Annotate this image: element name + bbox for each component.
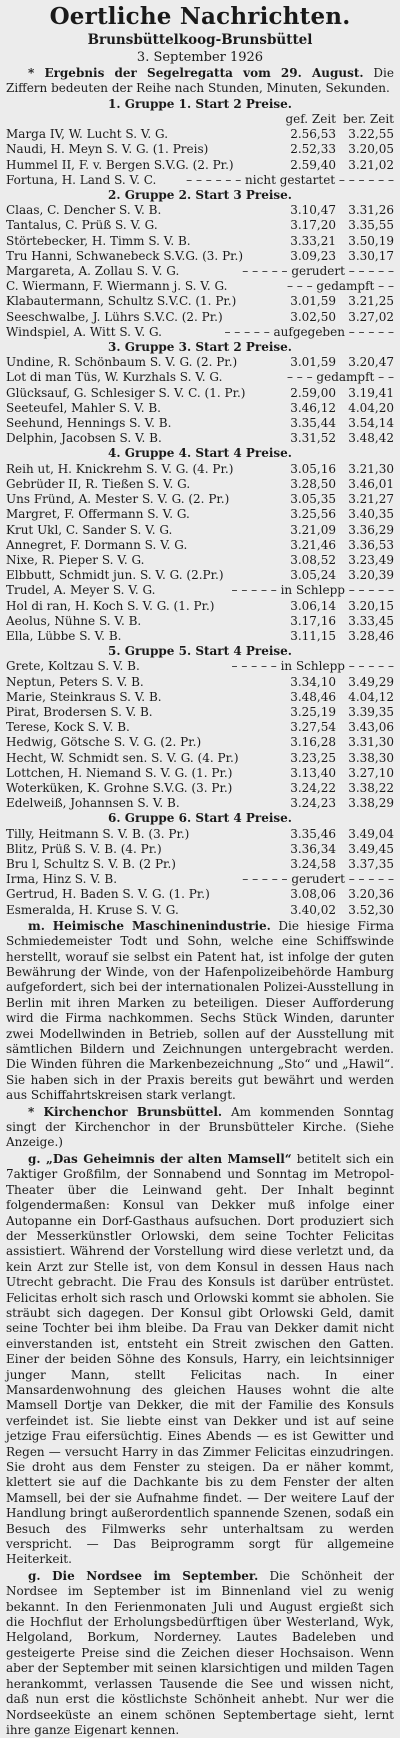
result-status: – – – gedampft – – [286, 279, 394, 294]
article-paragraph [6, 1152, 394, 1568]
corrected-time: 3.28,46 [348, 628, 394, 643]
result-row [6, 416, 394, 431]
result-status: – – – – – gerudert – – – – – [242, 872, 394, 887]
result-row [6, 279, 394, 294]
elapsed-time: 3.24,58 [290, 856, 336, 871]
corrected-time: 3.27,10 [348, 765, 394, 780]
result-row [6, 477, 394, 492]
elapsed-time: 3.35,44 [290, 416, 336, 431]
elapsed-time: 3.25,19 [290, 704, 336, 719]
result-row [6, 218, 394, 233]
boat-name: Seeteufel, Mahler S. V. B. [6, 400, 161, 415]
result-row [6, 659, 394, 674]
result-row [6, 872, 394, 887]
boat-name: Hol di ran, H. Koch S. V. G. (1. Pr.) [6, 598, 215, 613]
elapsed-time: 3.23,25 [290, 750, 336, 765]
elapsed-time: 3.25,56 [290, 507, 336, 522]
corrected-time: 3.46,01 [348, 476, 394, 491]
corrected-time: 3.38,30 [348, 750, 394, 765]
elapsed-time: 3.11,15 [290, 628, 336, 643]
corrected-time: 3.43,06 [348, 720, 394, 735]
boat-name: Edelweiß, Johannsen S. V. B. [6, 796, 180, 811]
group-title: 3. Gruppe 3. Start 2 Preise. [108, 340, 292, 355]
elapsed-time: 3.09,23 [290, 248, 336, 263]
elapsed-time: 3.05,35 [290, 492, 336, 507]
elapsed-time: 3.10,47 [290, 203, 336, 218]
boat-name: Tru Hanni, Schwanebeck S.V.G. (3. Pr.) [6, 248, 244, 263]
article-text: betitelt sich ein 7aktiger Großfilm, der Sonnabend und Sonntag im Metropol-Theater über die Leinwand geht. Der Inhalt beginnt folgendermaßen: Konsul van Dekker muß infolge einer Autopanne ein Dorf-Gasthaus aufsuchen. Dort produziert sich der Messerkünstler Orlowski, dem seine Tochter Felicitas assistiert. Während der Vorstellung wird diese verletzt und, da kein Arzt zur Stelle ist, von dem Konsul in dessen Haus nach Utrecht gebracht. Die Frau des Konsuls ist darüber entrüstet. Felicitas erholt sich rasch und Orlowski kommt sie abholen. Sie sträubt sich dagegen. Der Konsul gibt Orlowski Geld, damit seine Tochter bei ihm bleibe. Da Frau van Dekker damit nicht einverstanden ist, entsteht ein Streit zwischen den Gatten. Einer der beiden Söhne des Konsuls, Harry, ein leichtsinniger junger Mann, stellt Felicitas nach. In einer Mansardenwohnung des gleichen Hauses wohnt die alte Mamsell Dortje van Dekker, die mit der Familie des Konsuls verfeindet ist. Sie liebte einst van Dekker und ist auf seine jetzige Frau eifersüchtig. Eines Abends — es ist Gewitter und Regen — versucht Harry in das Zimmer Felicitas einzudringen. Sie droht aus dem Fenster zu steigen. Da er näher kommt, klettert sie auf die Dachkante bis zu dem Fenster der alten Mamsell, bei der sie Aufnahme findet. — Der weitere Lauf der Handlung bringt außerordentlich spannende Szenen, sodaß ein Besuch des Filmwerks sehr unterhaltsam zu werden verspricht. — Das Beiprogramm sorgt für allgemeine Heiterkeit. [6, 1151, 394, 1567]
result-row [6, 310, 394, 325]
elapsed-time: 3.01,59 [290, 294, 336, 309]
corrected-time: 3.54,14 [348, 416, 394, 431]
article-lead: * Kirchenchor Brunsbüttel. [28, 1104, 223, 1119]
corrected-time: 3.38,22 [348, 780, 394, 795]
corrected-time: 3.20,39 [348, 568, 394, 583]
result-row [6, 294, 394, 309]
boat-name: Margret, F. Offermann S. V. G. [6, 507, 190, 522]
article-paragraph [6, 1569, 394, 1738]
result-row [6, 203, 394, 218]
elapsed-time: 3.21,09 [290, 522, 336, 537]
article-lead: g. „Das Geheimnis der alten Mamsell“ [28, 1151, 292, 1166]
boat-name: Bru l, Schultz S. V. B. (2 Pr.) [6, 856, 176, 871]
result-row [6, 857, 394, 872]
corrected-time: 3.23,49 [348, 552, 394, 567]
boat-name: Marie, Steinkraus S. V. B. [6, 689, 162, 704]
result-row [6, 720, 394, 735]
boat-name: Ella, Lübbe S. V. B. [6, 628, 122, 643]
boat-name: Hummel II, F. v. Bergen S.V.G. (2. Pr.) [6, 157, 234, 172]
corrected-time: 3.21,25 [348, 294, 394, 309]
elapsed-time: 3.05,24 [290, 568, 336, 583]
result-row [6, 264, 394, 279]
boat-name: Neptun, Peters S. V. B. [6, 674, 144, 689]
result-row [6, 903, 394, 918]
masthead [6, 0, 394, 66]
boat-name: Seeschwalbe, J. Lührs S.V.C. (2. Pr.) [6, 309, 223, 324]
corrected-time: 3.49,04 [348, 826, 394, 841]
boat-name: Nixe, R. Pieper S. V. G. [6, 552, 145, 567]
corrected-time: 3.31,30 [348, 735, 394, 750]
elapsed-time: 3.08,06 [290, 887, 336, 902]
result-row [6, 781, 394, 796]
result-row [6, 751, 394, 766]
result-row [6, 538, 394, 553]
boat-name: Naudi, H. Meyn S. V. G. (1. Preis) [6, 142, 209, 157]
elapsed-time: 3.27,54 [290, 720, 336, 735]
result-row [6, 325, 394, 340]
boat-name: Marga IV, W. Lucht S. V. G. [6, 127, 169, 142]
corrected-time: 3.20,36 [348, 887, 394, 902]
boat-name: Gebrüder II, R. Tießen S. V. G. [6, 476, 191, 491]
article-paragraph [6, 919, 394, 1104]
result-status: – – – – – aufgegeben – – – – – [224, 324, 394, 339]
boat-name: Pirat, Brodersen S. V. B. [6, 704, 153, 719]
boat-name: Gertrud, H. Baden S. V. G. (1. Pr.) [6, 887, 210, 902]
article-paragraph [6, 1105, 394, 1151]
elapsed-time: 3.36,34 [290, 841, 336, 856]
boat-name: Margareta, A. Zollau S. V. G. [6, 264, 180, 279]
elapsed-time: 3.24,22 [290, 780, 336, 795]
boat-name: Grete, Koltzau S. V. B. [6, 659, 140, 674]
boat-name: Fortuna, H. Land S. V. C. [6, 172, 157, 187]
elapsed-time: 3.40,02 [290, 902, 336, 917]
result-row [6, 249, 394, 264]
corrected-time: 3.27,02 [348, 309, 394, 324]
page-title: Oertliche Nachrichten. [49, 3, 351, 30]
elapsed-time: 3.48,46 [290, 689, 336, 704]
corrected-time: 3.20,47 [348, 355, 394, 370]
elapsed-time: 3.35,46 [290, 826, 336, 841]
result-row [6, 431, 394, 446]
corrected-time: 3.21,27 [348, 492, 394, 507]
boat-name: Aeolus, Nühne S. V. B. [6, 613, 142, 628]
corrected-time: 4.04,20 [348, 400, 394, 415]
elapsed-time: 2.59,40 [290, 157, 336, 172]
corrected-time: 3.48,42 [348, 431, 394, 446]
result-status: – – – – – – nicht gestartet – – – – – – [186, 172, 394, 187]
result-row [6, 553, 394, 568]
corrected-time: 3.40,35 [348, 507, 394, 522]
boat-name: Annegret, F. Dormann S. V. G. [6, 537, 188, 552]
corrected-time: 3.21,02 [348, 157, 394, 172]
corrected-time: 3.33,45 [348, 613, 394, 628]
result-row [6, 158, 394, 173]
article-lead: m. Heimische Maschinenindustrie. [28, 918, 271, 933]
result-row [6, 234, 394, 249]
result-row [6, 401, 394, 416]
group-title: 6. Gruppe 6. Start 4 Preise. [108, 811, 292, 826]
result-row [6, 842, 394, 857]
boat-name: Trudel, A. Meyer S. V. G. [6, 583, 156, 598]
col-elapsed-label: gef. Zeit [285, 112, 336, 127]
corrected-time: 3.36,53 [348, 537, 394, 552]
column-header [6, 112, 394, 127]
group-title: 1. Gruppe 1. Start 2 Preise. [108, 96, 292, 111]
group-title: 2. Gruppe 2. Start 3 Preise. [108, 188, 292, 203]
elapsed-time: 3.01,59 [290, 355, 336, 370]
result-row [6, 705, 394, 720]
corrected-time: 3.37,35 [348, 856, 394, 871]
boat-name: Terese, Kock S. V. B. [6, 720, 130, 735]
corrected-time: 3.49,45 [348, 841, 394, 856]
result-row [6, 796, 394, 811]
boat-name: Elbbutt, Schmidt jun. S. V. G. (2.Pr.) [6, 568, 224, 583]
result-row [6, 690, 394, 705]
result-row [6, 173, 394, 188]
result-row [6, 675, 394, 690]
result-row [6, 568, 394, 583]
boat-name: Lottchen, H. Niemand S. V. G. (1. Pr.) [6, 765, 233, 780]
article-text: Die Schönheit der Nordsee im September ist im Binnenland viel zu wenig bekannt. In den Ferienmonaten Juli und August ergießt sich die Hochflut der Erholungsbedürftigen über Westerland, Wyk, Helgoland, Borkum, Norderney. Lautes Badeleben und gesteigerte Preise sind die Zeichen dieser Hochsaison. Wenn aber der September mit seinen klarsichtigen und milden Tagen herankommt, verlassen Tausende die See und wissen nicht, daß nun erst die köstlichste Schönheit anhebt. Nur wer die Nordseeküste an einem schönen Septembertage sieht, lernt ihre ganze Eigenart kennen. [6, 1568, 394, 1737]
corrected-time: 3.21,30 [348, 461, 394, 476]
col-corrected-label: ber. Zeit [343, 112, 394, 127]
result-row [6, 507, 394, 522]
boat-name: Woterküken, K. Grohne S.V.G. (3. Pr.) [6, 780, 233, 795]
corrected-time: 4.04,12 [348, 689, 394, 704]
elapsed-time: 2.56,53 [290, 127, 336, 142]
result-row [6, 523, 394, 538]
elapsed-time: 3.24,23 [290, 796, 336, 811]
elapsed-time: 2.52,33 [290, 142, 336, 157]
corrected-time: 3.52,30 [348, 902, 394, 917]
boat-name: Tilly, Heitmann S. V. B. (3. Pr.) [6, 826, 190, 841]
corrected-time: 3.30,17 [348, 248, 394, 263]
result-row [6, 827, 394, 842]
elapsed-time: 2.59,00 [290, 385, 336, 400]
elapsed-time: 3.16,28 [290, 735, 336, 750]
result-row [6, 599, 394, 614]
boat-name: Störtebecker, H. Timm S. V. B. [6, 233, 191, 248]
elapsed-time: 3.06,14 [290, 598, 336, 613]
corrected-time: 3.35,55 [348, 218, 394, 233]
regatta-intro [6, 66, 394, 97]
article-text: Am kommenden Sonntag singt der Kirchenchor in der Brunsbütteler Kirche. (Siehe Anzeige.) [6, 1104, 394, 1150]
corrected-time: 3.39,35 [348, 704, 394, 719]
boat-name: Seehund, Hennings S. V. B. [6, 416, 172, 431]
result-row [6, 766, 394, 781]
result-row [6, 629, 394, 644]
article-text: Die hiesige Firma Schmiedemeister Todt und Sohn, welche eine Schiffswinde herstellt, worauf sie selbst ein Patent hat, ist infolge der guten Bewährung der Winde, von der Hafenpolizeibehörde Hamburg aufgefordert, sich bei der internationalen Polizei-Ausstellung in Berlin mit ihren Marken zu beteiligen. Dieser Aufforderung wird die Firma nachkommen. Sechs Stück Winden, darunter zwei Modellwinden in Betrieb, sollen auf der Ausstellung mit sämtlichen Bildern und Zeichnungen untergebracht werden. Die Winden führen die Markenbezeichnung „Sto“ und „Hawil“. Sie haben sich in der Praxis bereits gut bewährt und werden aus Schiffahrtskreisen stark verlangt. [6, 918, 394, 1103]
corrected-time: 3.22,55 [348, 127, 394, 142]
elapsed-time: 3.21,46 [290, 537, 336, 552]
elapsed-time: 3.17,16 [290, 613, 336, 628]
corrected-time: 3.31,26 [348, 203, 394, 218]
boat-name: Klabautermann, Schultz S.V.C. (1. Pr.) [6, 294, 237, 309]
result-row [6, 614, 394, 629]
boat-name: Hecht, W. Schmidt sen. S. V. G. (4. Pr.) [6, 750, 239, 765]
corrected-time: 3.38,29 [348, 796, 394, 811]
elapsed-time: 3.17,20 [290, 218, 336, 233]
result-status: – – – – – in Schlepp – – – – – [231, 583, 394, 598]
boat-name: Undine, R. Schönbaum S. V. G. (2. Pr.) [6, 355, 238, 370]
regatta-results [6, 97, 394, 918]
elapsed-time: 3.28,50 [290, 476, 336, 491]
result-row [6, 735, 394, 750]
corrected-time: 3.50,19 [348, 233, 394, 248]
regatta-heading: * Ergebnis der Segelregatta vom 29. August. [28, 66, 364, 80]
result-status: – – – – – gerudert – – – – – [242, 264, 394, 279]
corrected-time: 3.19,41 [348, 385, 394, 400]
result-row [6, 462, 394, 477]
boat-name: Lot di man Tüs, W. Kurzhals S. V. G. [6, 370, 223, 385]
elapsed-time: 3.31,52 [290, 431, 336, 446]
elapsed-time: 3.33,21 [290, 233, 336, 248]
boat-name: Tantalus, C. Prüß S. V. G. [6, 218, 158, 233]
boat-name: Claas, C. Dencher S. V. B. [6, 203, 162, 218]
group-title: 5. Gruppe 5. Start 4 Preise. [108, 644, 292, 659]
result-row [6, 386, 394, 401]
regatta-intro-text: Die Ziffern bedeuten der Reihe nach Stunden, Minuten, Sekunden. [6, 66, 394, 96]
result-row [6, 492, 394, 507]
boat-name: Krut Ukl, C. Sander S. V. G. [6, 522, 173, 537]
result-row [6, 127, 394, 142]
elapsed-time: 3.02,50 [290, 309, 336, 324]
result-status: – – – – – in Schlepp – – – – – [231, 659, 394, 674]
boat-name: Esmeralda, H. Kruse S. V. G. [6, 902, 179, 917]
result-row [6, 370, 394, 385]
place-line: Brunsbüttelkoog-Brunsbüttel [87, 32, 313, 48]
result-row [6, 142, 394, 157]
elapsed-time: 3.34,10 [290, 674, 336, 689]
group-title: 4. Gruppe 4. Start 4 Preise. [108, 446, 292, 461]
elapsed-time: 3.13,40 [290, 765, 336, 780]
result-row [6, 887, 394, 902]
date-line: 3. September 1926 [136, 50, 264, 65]
boat-name: Glücksauf, G. Schlesiger S. V. C. (1. Pr.) [6, 385, 246, 400]
boat-name: Uns Fründ, A. Mester S. V. G. (2. Pr.) [6, 492, 230, 507]
corrected-time: 3.20,05 [348, 142, 394, 157]
corrected-time: 3.20,15 [348, 598, 394, 613]
article-lead: g. Die Nordsee im September. [28, 1568, 259, 1583]
articles [6, 919, 394, 1738]
elapsed-time: 3.46,12 [290, 400, 336, 415]
result-row [6, 355, 394, 370]
boat-name: Blitz, Prüß S. V. B. (4. Pr.) [6, 841, 162, 856]
corrected-time: 3.49,29 [348, 674, 394, 689]
boat-name: Delphin, Jacobsen S. V. B. [6, 431, 162, 446]
elapsed-time: 3.05,16 [290, 461, 336, 476]
elapsed-time: 3.08,52 [290, 552, 336, 567]
boat-name: Windspiel, A. Witt S. V. G. [6, 324, 162, 339]
result-status: – – – gedampft – – [286, 370, 394, 385]
corrected-time: 3.36,29 [348, 522, 394, 537]
result-row [6, 583, 394, 598]
boat-name: Hedwig, Götsche S. V. G. (2. Pr.) [6, 735, 202, 750]
boat-name: Reih ut, H. Knickrehm S. V. G. (4. Pr.) [6, 461, 234, 476]
boat-name: C. Wiermann, F. Wiermann j. S. V. G. [6, 279, 228, 294]
boat-name: Irma, Hinz S. V. B. [6, 872, 118, 887]
